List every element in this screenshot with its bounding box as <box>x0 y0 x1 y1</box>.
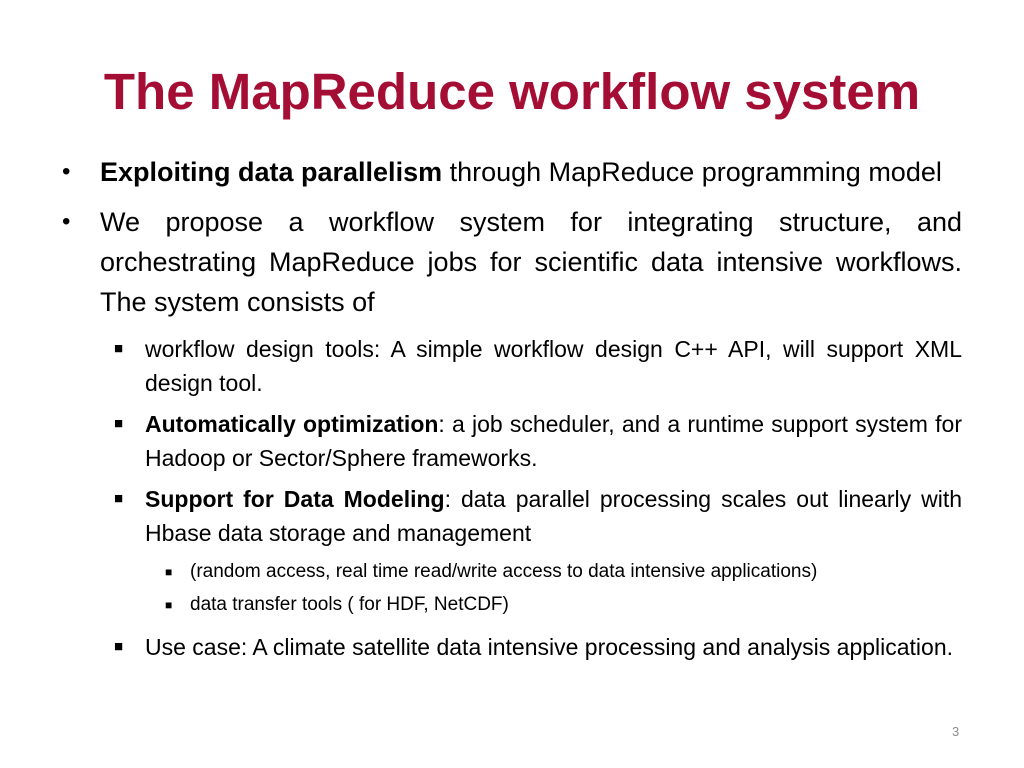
slide-title: The MapReduce workflow system <box>103 63 921 120</box>
sub-bullet-bold-text: Support for Data Modeling <box>145 486 445 512</box>
sub-bullet-text: Use case: A climate satellite data intensive processing and analysis application. <box>145 634 954 660</box>
sub-bullet-text: : a job scheduler, and a runtime support system for Hadoop or Sector/Sphere frameworks. <box>145 411 962 471</box>
square-bullet-icon: ■ <box>114 638 124 655</box>
page-number: 3 <box>952 724 960 739</box>
bullet-dot-icon: • <box>62 158 71 185</box>
bullet-dot-icon: • <box>62 208 71 235</box>
square-bullet-icon: ■ <box>114 415 124 432</box>
bullet-item <box>62 202 962 322</box>
small-square-bullet-icon: ■ <box>165 598 173 612</box>
bullet-bold-text: Exploiting data parallelism <box>100 157 443 187</box>
sub-sub-bullet-text: (random access, real time read/write access to data intensive applications) <box>190 561 818 582</box>
sub-sub-bullet-text: data transfer tools ( for HDF, NetCDF) <box>190 594 509 615</box>
slide-body <box>62 152 962 671</box>
sub-bullet-bold-text: Automatically optimization <box>145 411 439 437</box>
square-bullet-icon: ■ <box>114 340 124 357</box>
sub-sub-bullet-item <box>165 590 962 620</box>
bullet-item <box>62 152 962 192</box>
sub-bullet-text: : data parallel processing scales out linearly with Hbase data storage and management <box>145 486 962 546</box>
small-square-bullet-icon: ■ <box>165 565 173 579</box>
sub-bullet-item <box>114 630 962 664</box>
sub-sub-bullet-item <box>165 557 962 587</box>
sub-bullet-item <box>114 407 962 475</box>
sub-bullet-item <box>114 482 962 550</box>
sub-bullet-item <box>114 332 962 400</box>
square-bullet-icon: ■ <box>114 490 124 507</box>
bullet-text: through MapReduce programming model <box>442 157 942 187</box>
sub-bullet-text: workflow design tools: A simple workflow design C++ API, will support XML design tool. <box>145 336 962 396</box>
bullet-text: We propose a workflow system for integrating structure, and orchestrating MapReduce jobs for scientific data intensive workflows. The system consists of <box>100 207 962 317</box>
